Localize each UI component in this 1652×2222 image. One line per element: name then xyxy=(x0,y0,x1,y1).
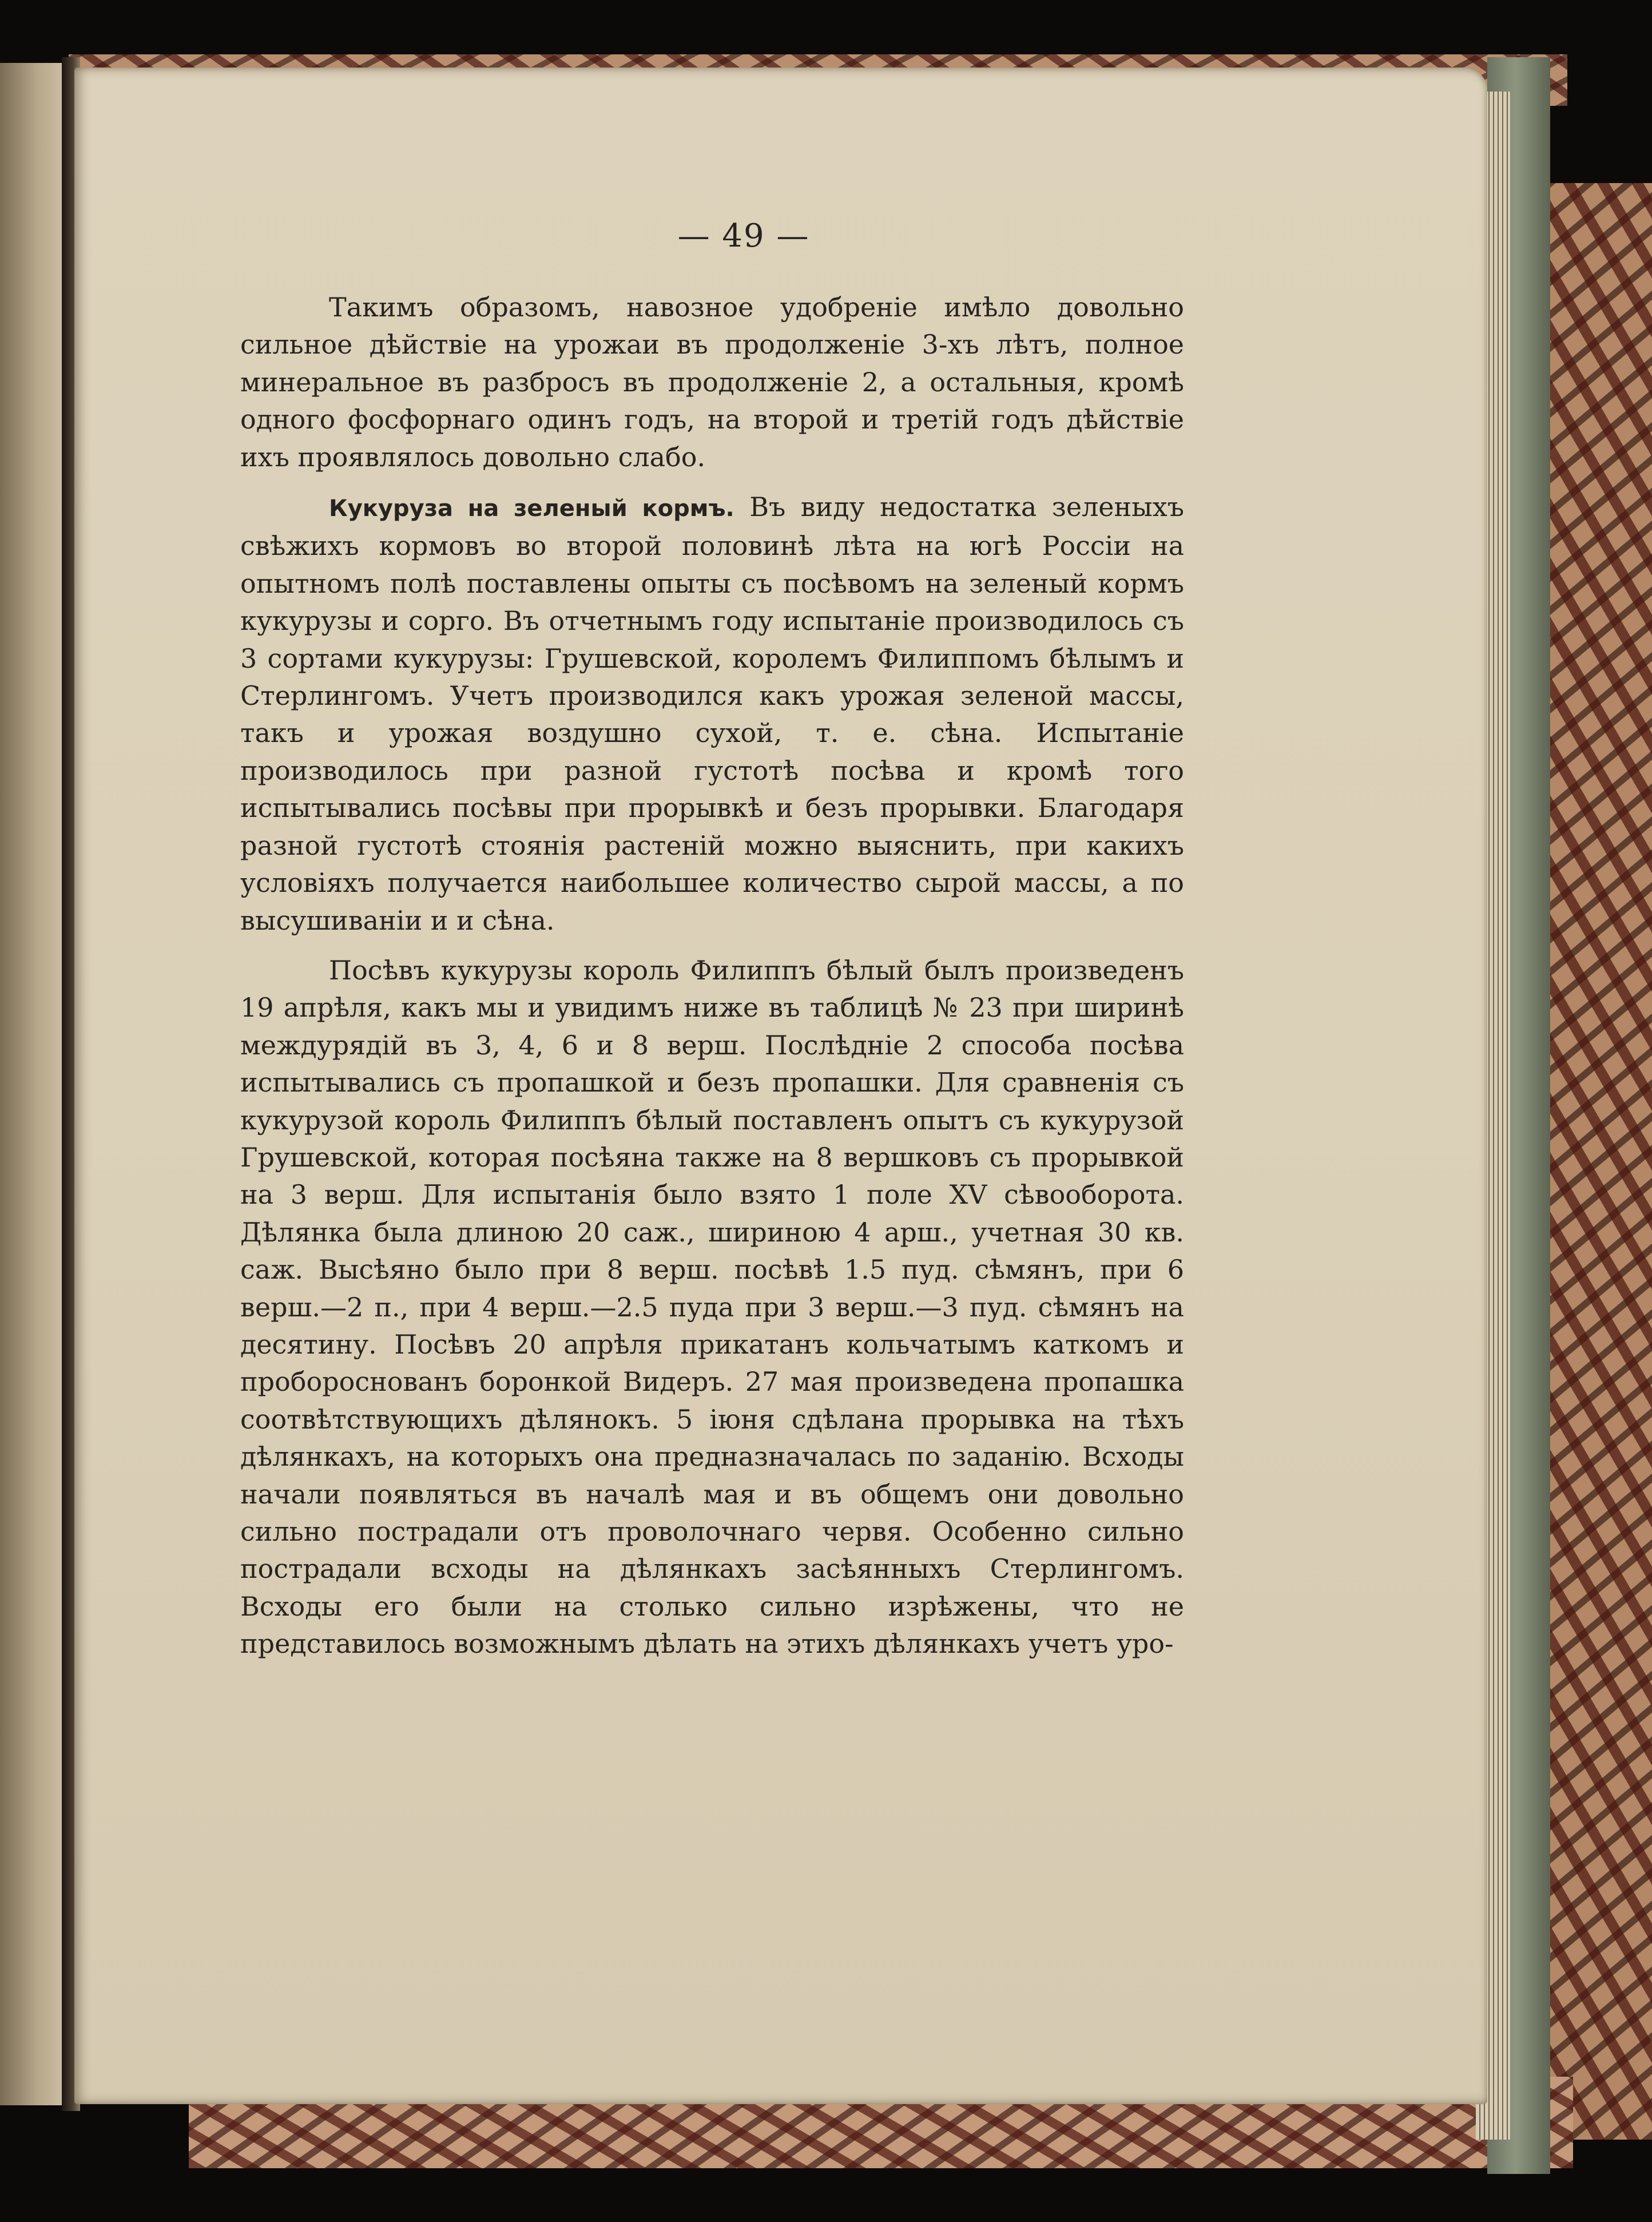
paragraph xyxy=(240,489,1184,939)
left-page-edge xyxy=(0,63,67,2105)
paragraph: Такимъ образомъ, навозное удобренiе имѣло довольно сильное дѣйствiе на урожаи въ продолженiе 3-хъ лѣтъ, полное минеральное въ разбросъ въ продолженiе 2, а остальныя, кромѣ одного фосфорнаго одинъ годъ, на второй и третiй годъ дѣйствiе ихъ проявлялось довольно слабо. xyxy=(240,292,1184,473)
page-body xyxy=(240,289,1184,1663)
paragraph-text: Въ виду недостатка зеленыхъ свѣжихъ кормовъ во второй половинѣ лѣта на югѣ Россiи на опытномъ полѣ поставлены опыты съ посѣвомъ на зеленый кормъ кукурузы и сорго. Въ отчетнымъ году испытанiе производилось съ 3 сортами кукурузы: Грушевской, королемъ Филиппомъ бѣлымъ и Стерлингомъ. Учетъ производился какъ урожая зеленой массы, такъ и урожая воздушно сухой, т. е. сѣна. Испытанiе производилось при разной густотѣ посѣва и кромѣ того испытывались посѣвы при прорывкѣ и безъ прорывки. Благодаря разной густотѣ стоянiя растенiй можно выяснить, при какихъ условiяхъ получается наибольшее количество сырой массы, а по высушиванiи и и сѣна. xyxy=(240,491,1184,936)
paragraph: Посѣвъ кукурузы король Филиппъ бѣлый былъ произведенъ 19 апрѣля, какъ мы и увидимъ ниже въ таблицѣ № 23 при ширинѣ междурядiй въ 3, 4, 6 и 8 верш. Послѣднiе 2 способа посѣва испытывались съ пропашкой и безъ пропашки. Для сравненiя съ кукурузой король Филиппъ бѣлый поставленъ опытъ съ кукурузой Грушевской, которая посѣяна также на 8 вершковъ съ прорывкой на 3 верш. Для испытанiя было взято 1 поле XV сѣвооборота. Дѣлянка была длиною 20 саж., шириною 4 арш., учетная 30 кв. саж. Высѣяно было при 8 верш. посѣвѣ 1.5 пуд. сѣмянъ, при 6 верш.—2 п., при 4 верш.—2.5 пуда при 3 верш.—3 пуд. сѣмянъ на десятину. Посѣвъ 20 апрѣля прикатанъ кольчатымъ каткомъ и пробороснованъ боронкой Видеръ. 27 мая произведена пропашка соотвѣтствующихъ дѣлянокъ. 5 iюня сдѣлана прорывка на тѣхъ дѣлянкахъ, на которыхъ она предназначалась по заданiю. Всходы начали появляться въ началѣ мая и въ общемъ они довольно сильно пострадали отъ проволочнаго червя. Особенно сильно пострадали всходы на дѣлянкахъ засѣянныхъ Стерлингомъ. Всходы его были на столько сильно изрѣжены, что не представилось возможнымъ дѣлать на этихъ дѣлянкахъ учетъ уро- xyxy=(240,954,1184,1660)
section-heading: Кукуруза на зеленый кормъ. xyxy=(329,495,734,522)
page-number: — 49 — xyxy=(677,217,810,255)
